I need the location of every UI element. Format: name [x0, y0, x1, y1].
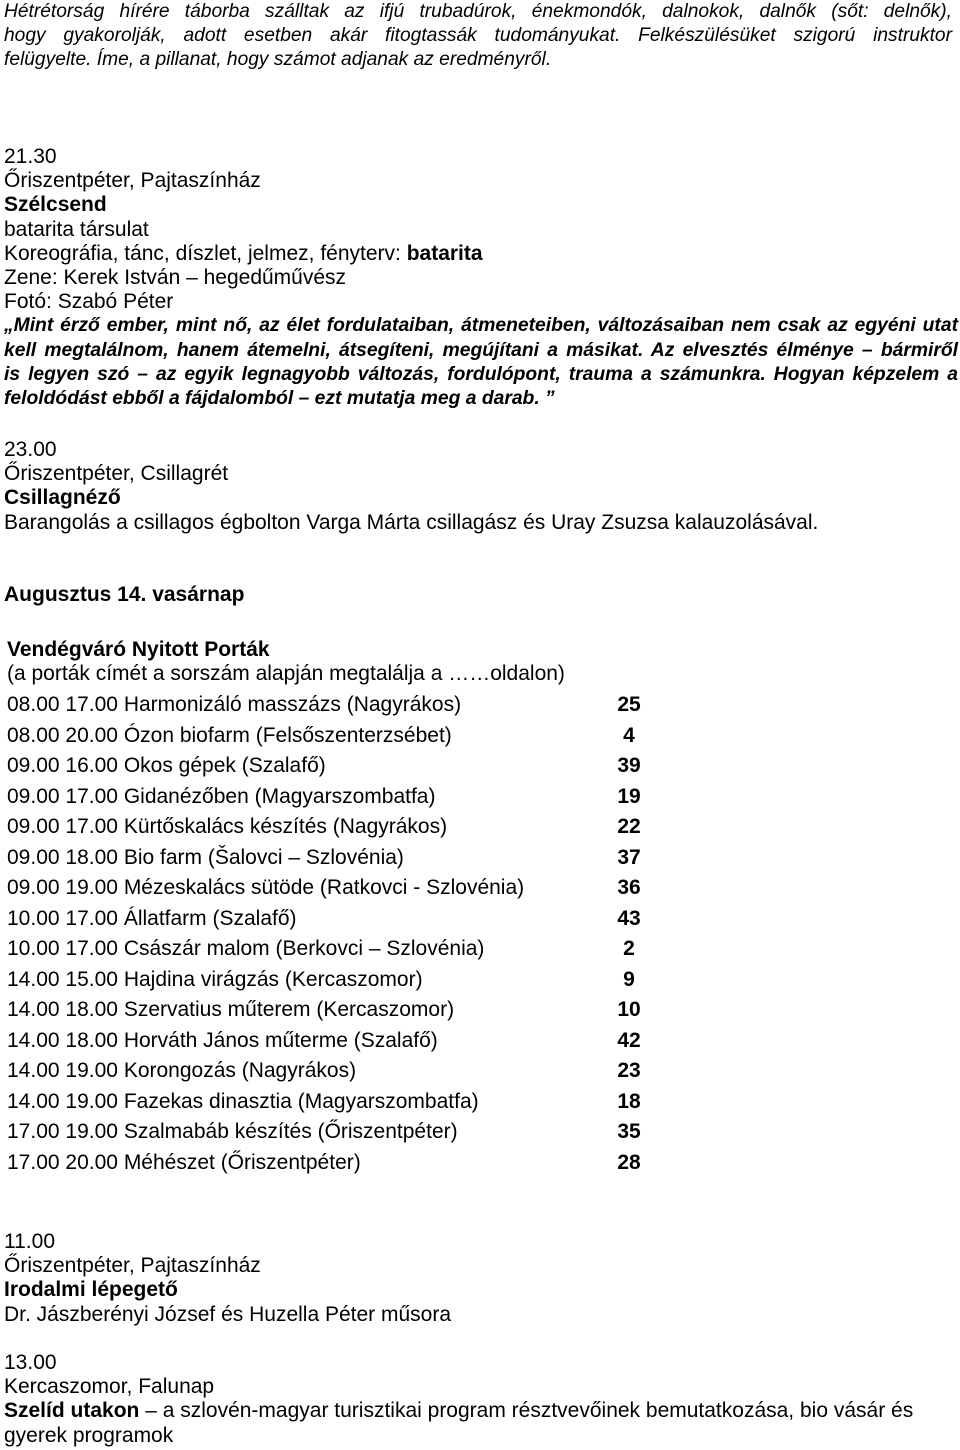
gate-start-time: 09.00: [7, 845, 60, 869]
event-credits: [4, 242, 958, 266]
gate-name: Hajdina virágzás (Kercaszomor): [123, 967, 423, 991]
event-time: 21.30: [4, 145, 57, 168]
open-gates-header: [7, 638, 707, 686]
day-heading: Augusztus 14. vasárnap: [4, 583, 245, 606]
gate-number: 2: [623, 937, 635, 961]
gate-end-time: 18.00: [65, 845, 118, 869]
gate-number: 35: [617, 1120, 641, 1144]
gate-number: 39: [617, 754, 641, 778]
gate-end-time: 17.00: [65, 906, 118, 930]
gate-row: [7, 965, 707, 996]
gate-start-time: 17.00: [7, 1150, 60, 1174]
event-falunap: [4, 1351, 958, 1448]
quote-line: „Mint érző ember, mint nő, az élet fordulataiban, átmeneteiben, változásaiban nem csak az egyéni utat: [4, 315, 958, 337]
gate-row: [7, 1117, 707, 1148]
gate-row: [7, 751, 707, 782]
gate-row: [7, 934, 707, 965]
event-csillagnezo: [4, 438, 958, 535]
event-irodalmi: [4, 1230, 958, 1327]
event-venue: Őriszentpéter, Csillagrét: [4, 462, 229, 486]
gate-name: Császár malom (Berkovci – Szlovénia): [123, 937, 485, 961]
gate-name: Méhészet (Őriszentpéter): [123, 1150, 361, 1174]
quote-line: kell megtalálnom, hanem átemelni, átsegíteni, megújítani a másikat. Az elvesztés élménye – bármiről: [4, 339, 958, 361]
credits-name: batarita: [406, 241, 483, 265]
event-time: 11.00: [4, 1230, 55, 1253]
intro-line: Hétrétorság hírére táborba szálltak az ifjú trubadúrok, énekmondók, dalnokok, dalnők (sőt: delnők),: [4, 1, 952, 22]
gate-name: Harmonizáló masszázs (Nagyrákos): [123, 693, 462, 716]
gate-end-time: 20.00: [65, 723, 118, 747]
event-company: batarita társulat: [4, 217, 149, 241]
event-description: Dr. Jászberényi József és Huzella Péter műsora: [4, 1302, 452, 1326]
event-description-text: – a szlovén-magyar turisztikai program résztvevőinek bemutatkozása, bio vásár és: [145, 1399, 914, 1423]
intro-paragraph: [4, 0, 952, 72]
gate-number: 36: [617, 876, 641, 900]
event-title: Irodalmi lépegető: [4, 1278, 178, 1302]
day-heading-block: [4, 583, 958, 607]
gate-end-time: 19.00: [65, 1120, 118, 1144]
gate-end-time: 18.00: [65, 1028, 118, 1052]
event-title: Csillagnéző: [4, 486, 121, 510]
gate-end-time: 17.00: [65, 815, 118, 839]
gate-end-time: 19.00: [65, 1059, 118, 1083]
event-photo: Fotó: Szabó Péter: [4, 290, 174, 314]
gate-start-time: 09.00: [7, 754, 60, 778]
gate-name: Okos gépek (Szalafő): [123, 754, 326, 778]
gate-end-time: 17.00: [65, 693, 118, 716]
gate-row: [7, 904, 707, 935]
event-description: Barangolás a csillagos égbolton Varga Márta csillagász és Uray Zsuzsa kalauzolásával.: [4, 510, 819, 534]
event-time: 13.00: [4, 1351, 57, 1374]
quote-line: feloldódást ebből a fájdalomból – ezt mutatja meg a darab. ”: [4, 387, 555, 409]
gate-start-time: 14.00: [7, 1059, 60, 1083]
gate-end-time: 20.00: [65, 1150, 118, 1174]
gate-row: [7, 843, 707, 874]
open-gates-note: (a porták címét a sorszám alapján megtalálja a ……oldalon): [7, 662, 565, 686]
gate-row: [7, 1087, 707, 1118]
event-description-continued: gyerek programok: [4, 1423, 174, 1447]
gate-start-time: 10.00: [7, 937, 60, 961]
gate-row: [7, 721, 707, 752]
gate-number: 25: [617, 693, 641, 716]
event-szelcsend: [4, 145, 958, 411]
gate-number: 37: [617, 845, 641, 869]
gate-name: Szervatius műterem (Kercaszomor): [123, 998, 455, 1022]
gate-end-time: 15.00: [65, 967, 118, 991]
gate-start-time: 10.00: [7, 906, 60, 930]
gate-number: 28: [617, 1150, 641, 1174]
gate-start-time: 08.00: [7, 723, 60, 747]
event-venue: Kercaszomor, Falunap: [4, 1375, 215, 1399]
open-gates-title: Vendégváró Nyitott Porták: [7, 638, 270, 661]
gate-end-time: 17.00: [65, 784, 118, 808]
gate-end-time: 19.00: [65, 1089, 118, 1113]
gate-number: 43: [617, 906, 641, 930]
gate-name: Ózon biofarm (Felsőszenterzsébet): [123, 723, 452, 747]
event-highlight: Szelíd utakon: [4, 1399, 140, 1423]
gate-row: [7, 690, 707, 721]
gate-start-time: 14.00: [7, 1089, 60, 1113]
gate-number: 42: [617, 1028, 641, 1052]
gate-start-time: 09.00: [7, 876, 60, 900]
gate-name: Kürtőskalács készítés (Nagyrákos): [123, 815, 448, 839]
credits-label: Koreográfia, tánc, díszlet, jelmez, fényterv:: [4, 241, 401, 265]
gate-row: [7, 995, 707, 1026]
gate-row: [7, 1056, 707, 1087]
gate-start-time: 09.00: [7, 784, 60, 808]
open-gates-list: [7, 690, 707, 1178]
gate-start-time: 14.00: [7, 967, 60, 991]
gate-name: Állatfarm (Szalafő): [123, 906, 297, 930]
gate-number: 9: [623, 967, 635, 991]
gate-end-time: 18.00: [65, 998, 118, 1022]
gate-start-time: 17.00: [7, 1120, 60, 1144]
event-venue: Őriszentpéter, Pajtaszínház: [4, 169, 261, 193]
gate-start-time: 14.00: [7, 1028, 60, 1052]
gate-number: 4: [623, 723, 635, 747]
event-music: Zene: Kerek István – hegedűművész: [4, 265, 347, 289]
gate-end-time: 17.00: [65, 937, 118, 961]
gate-end-time: 16.00: [65, 754, 118, 778]
event-venue: Őriszentpéter, Pajtaszínház: [4, 1254, 261, 1278]
gate-name: Horváth János műterme (Szalafő): [123, 1028, 438, 1052]
event-title: Szélcsend: [4, 193, 107, 217]
gate-name: Szalmabáb készítés (Őriszentpéter): [123, 1120, 458, 1144]
quote-line: is legyen szó – az egyik legnagyobb változás, fordulópont, trauma a számunkra. Hogyan képzelem a: [4, 363, 958, 385]
gate-row: [7, 1026, 707, 1057]
gate-number: 18: [617, 1089, 641, 1113]
gate-row: [7, 873, 707, 904]
gate-name: Fazekas dinasztia (Magyarszombatfa): [123, 1089, 479, 1113]
gate-start-time: 08.00: [7, 693, 60, 716]
gate-name: Bio farm (Šalovci – Szlovénia): [123, 845, 404, 869]
intro-line: hogy gyakorolják, adott esetben akár fitogtassák tudományukat. Felkészülésüket szigorú instruktor: [4, 25, 952, 46]
gate-start-time: 09.00: [7, 815, 60, 839]
gate-number: 19: [617, 784, 641, 808]
event-time: 23.00: [4, 438, 57, 461]
gate-row: [7, 1148, 707, 1179]
gate-end-time: 19.00: [65, 876, 118, 900]
gate-name: Gidanézőben (Magyarszombatfa): [123, 784, 436, 808]
gate-number: 23: [617, 1059, 641, 1083]
event-description: [4, 1399, 958, 1423]
gate-row: [7, 812, 707, 843]
gate-name: Korongozás (Nagyrákos): [123, 1059, 357, 1083]
gate-number: 10: [617, 998, 641, 1022]
gate-row: [7, 782, 707, 813]
gate-name: Mézeskalács sütöde (Ratkovci - Szlovénia): [123, 876, 525, 900]
intro-line: felügyelte. Íme, a pillanat, hogy számot adjanak az eredményről.: [4, 49, 552, 70]
gate-number: 22: [617, 815, 641, 839]
gate-start-time: 14.00: [7, 998, 60, 1022]
